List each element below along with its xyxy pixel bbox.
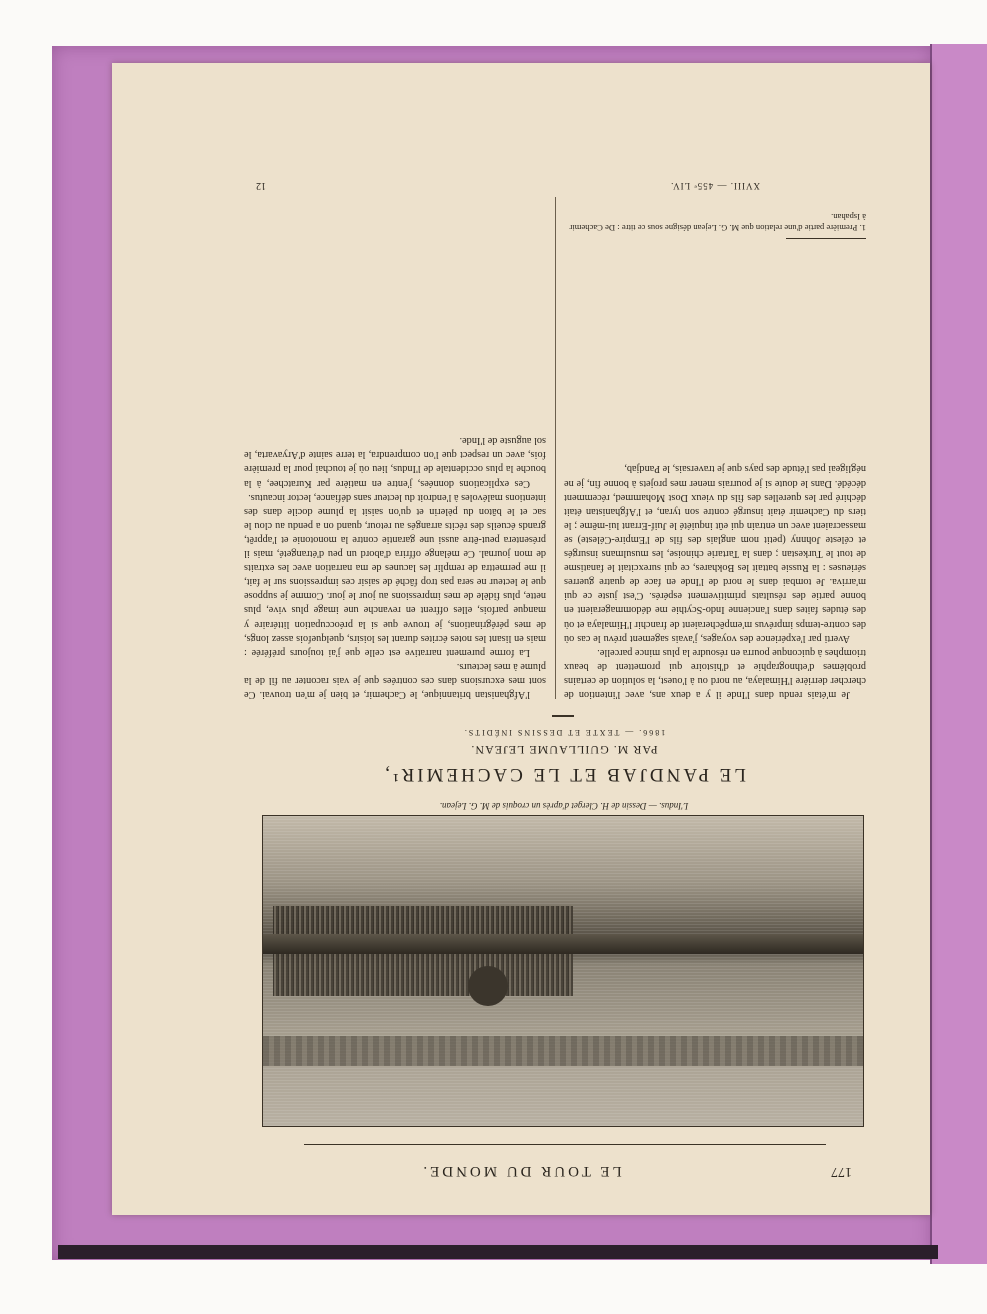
running-title: LE TOUR DU MONDE. [420, 1163, 622, 1179]
purple-mat-edge [930, 44, 987, 1264]
signature-mark [564, 181, 866, 191]
header-rule [304, 1144, 826, 1145]
folio-number: 12 [256, 180, 266, 191]
article-author: PAR M. GUILLAUME LEJEAN. [470, 743, 658, 757]
column-divider [555, 197, 556, 699]
running-header [112, 1155, 930, 1179]
engraving-illustration [262, 815, 864, 1127]
paragraph: Je m'étais rendu dans l'Inde il y a deux ans, avec l'intention de chercher derrière l'Himalaya, au nord ou à l'ouest, la solution de certains problèmes d'ethnographie et d'histoire qui promettent de beaux triomphes à quiconque pourra en résoudre la plus mince parcelle. [564, 646, 866, 700]
ornament-rule [552, 715, 574, 717]
mat-shadow-edge [58, 1245, 938, 1259]
book-page [112, 63, 930, 1215]
page-number: 177 [831, 1164, 852, 1179]
signature-text: XVIII. — 455ᵉ LIV. [670, 181, 760, 191]
text-column-1 [564, 461, 866, 701]
page-content-upside-down [112, 63, 930, 1215]
engraving-tree [468, 966, 508, 1006]
paragraph: La forme purement narrative est celle que j'ai toujours préférée : mais en lisant les notes écrites durant les loisirs, quelquefois assez longs, de mes pérégrinations, je trouve que si la préoccupation littéraire y manque parfois, elles offrent en revanche une image plus vive, plus nette, plus fidèle de mes impressions au jour le jour. Comme je suppose que le lecteur ne sera pas trop fâché de saisir ces impressions sur le fait, il me permettra de remplir les lacunes de ma narration avec les extraits de mon journal. Ce mélange offrira d'abord un peu d'étrangeté, mais il présentera peut-être aussi une garantie contre la monotonie et l'apprêt, grands écueils des récits arrangés au retour, quand on a pendu au clou le sac et le bâton du pèlerin et qu'on saisit la plume docile dans des intentions malévoles à l'endroit du lecteur sans défiance, lector incautus. [244, 491, 546, 658]
article-subtitle: 1866. — TEXTE ET DESSINS INÉDITS. [462, 728, 666, 737]
engraving-far-trees [263, 1036, 863, 1066]
illustration-caption: L'Indus. — Dessin de H. Clerget d'après un croquis de M. G. Lejean. [439, 801, 689, 811]
engraving-treeline [263, 934, 863, 954]
article-title: LE PANDJAB ET LE CACHEMIR¹, [382, 764, 746, 785]
footnote: 1. Première partie d'une relation que M. G. Lejean désigne sous ce titre : De Cachemir à Ispahan. [569, 212, 866, 233]
paragraph: l'Afghanistan britannique, le Cachemir, et bien je m'en trouvai. Ce sont mes excursions dans ces contrées que je vais raconter au fil de la plume à mes lecteurs. [244, 660, 546, 700]
footnote-rule [786, 238, 866, 239]
paragraph: Averti par l'expérience des voyages, j'avais sagement prévu le cas où des contre-temps imprévus m'empêcheraient de franchir l'Himalaya et où des études faites dans l'ancienne Indo-Scythie me dédommageraient en bonne partie des résultats primitivement espérés. C'est juste ce qui m'arriva. Je tombai dans le nord de l'Inde en face de quatre guerres sérieuses : la Russie battait les Bokhares, ce qui surexcitait le fanatisme de tout le Turkestan ; dans la Tartarie chinoise, les musulmans insurgés et céleste Johnny (petit nom anglais des fils de l'Empire-Céleste) se massacraient avec un entrain qui eût inquiété le Juif-Errant lui-même ; le tiers du Cachemir était insurgé contre son tyran, et l'Afghanistan était déchiré par les querelles des fils du vieux Dost Mohammed, récemment décédé. Dans le doute si je pourrais mener mes projets à bonne fin, je ne négligeai pas l'étude des pays que je traversais, le Pandjab, [564, 463, 866, 644]
paragraph: Ces explications données, j'entre en matière par Kuratchee, à la bouche la plus occidentale de l'Indus, lieu où je touchai pour la première fois, avec un respect que l'on comprendra, la terre sainte d'Aryavarta, le sol auguste de l'Inde. [244, 435, 546, 489]
text-column-2 [244, 433, 546, 701]
